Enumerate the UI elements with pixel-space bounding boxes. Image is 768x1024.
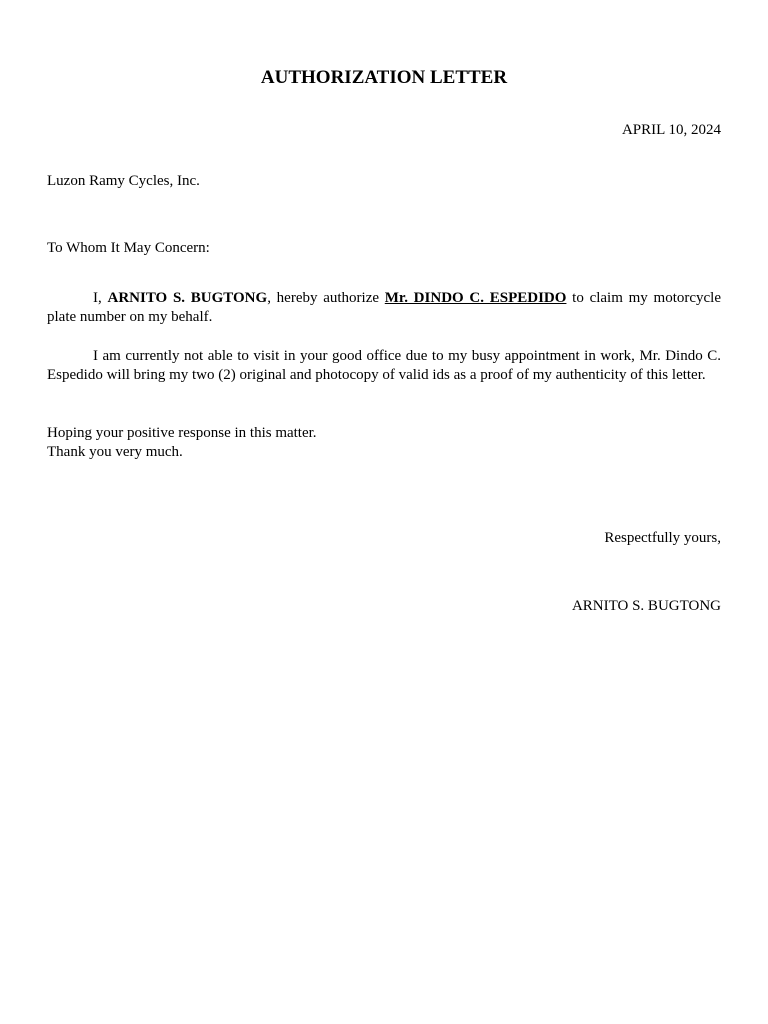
author-name: ARNITO S. BUGTONG [107, 290, 268, 306]
authorization-paragraph [47, 289, 721, 327]
representative-name: Mr. DINDO C. ESPEDIDO [384, 290, 567, 306]
paragraph-suffix: to claim my motorcycle plate number on my behalf. [47, 290, 721, 325]
paragraph-prefix: I, [93, 290, 108, 306]
recipient-company: Luzon Ramy Cycles, Inc. [47, 173, 200, 189]
explanation-paragraph: I am currently not able to visit in your good office due to my busy appointment in work, Mr. Dindo C. Espedido will bring my two (2) original and photocopy of valid ids as a proof of my authenticity of this letter. [47, 348, 721, 383]
letter-date: APRIL 10, 2024 [621, 122, 721, 138]
letter-title: AUTHORIZATION LETTER [260, 67, 508, 88]
closing-line-thanks: Thank you very much. [47, 444, 183, 460]
salutation: To Whom It May Concern: [47, 240, 210, 256]
signatory-name: ARNITO S. BUGTONG [571, 598, 721, 614]
complimentary-close: Respectfully yours, [604, 530, 721, 546]
paragraph-middle: , hereby authorize [267, 290, 385, 306]
closing-line-hope: Hoping your positive response in this matter. [47, 425, 317, 441]
